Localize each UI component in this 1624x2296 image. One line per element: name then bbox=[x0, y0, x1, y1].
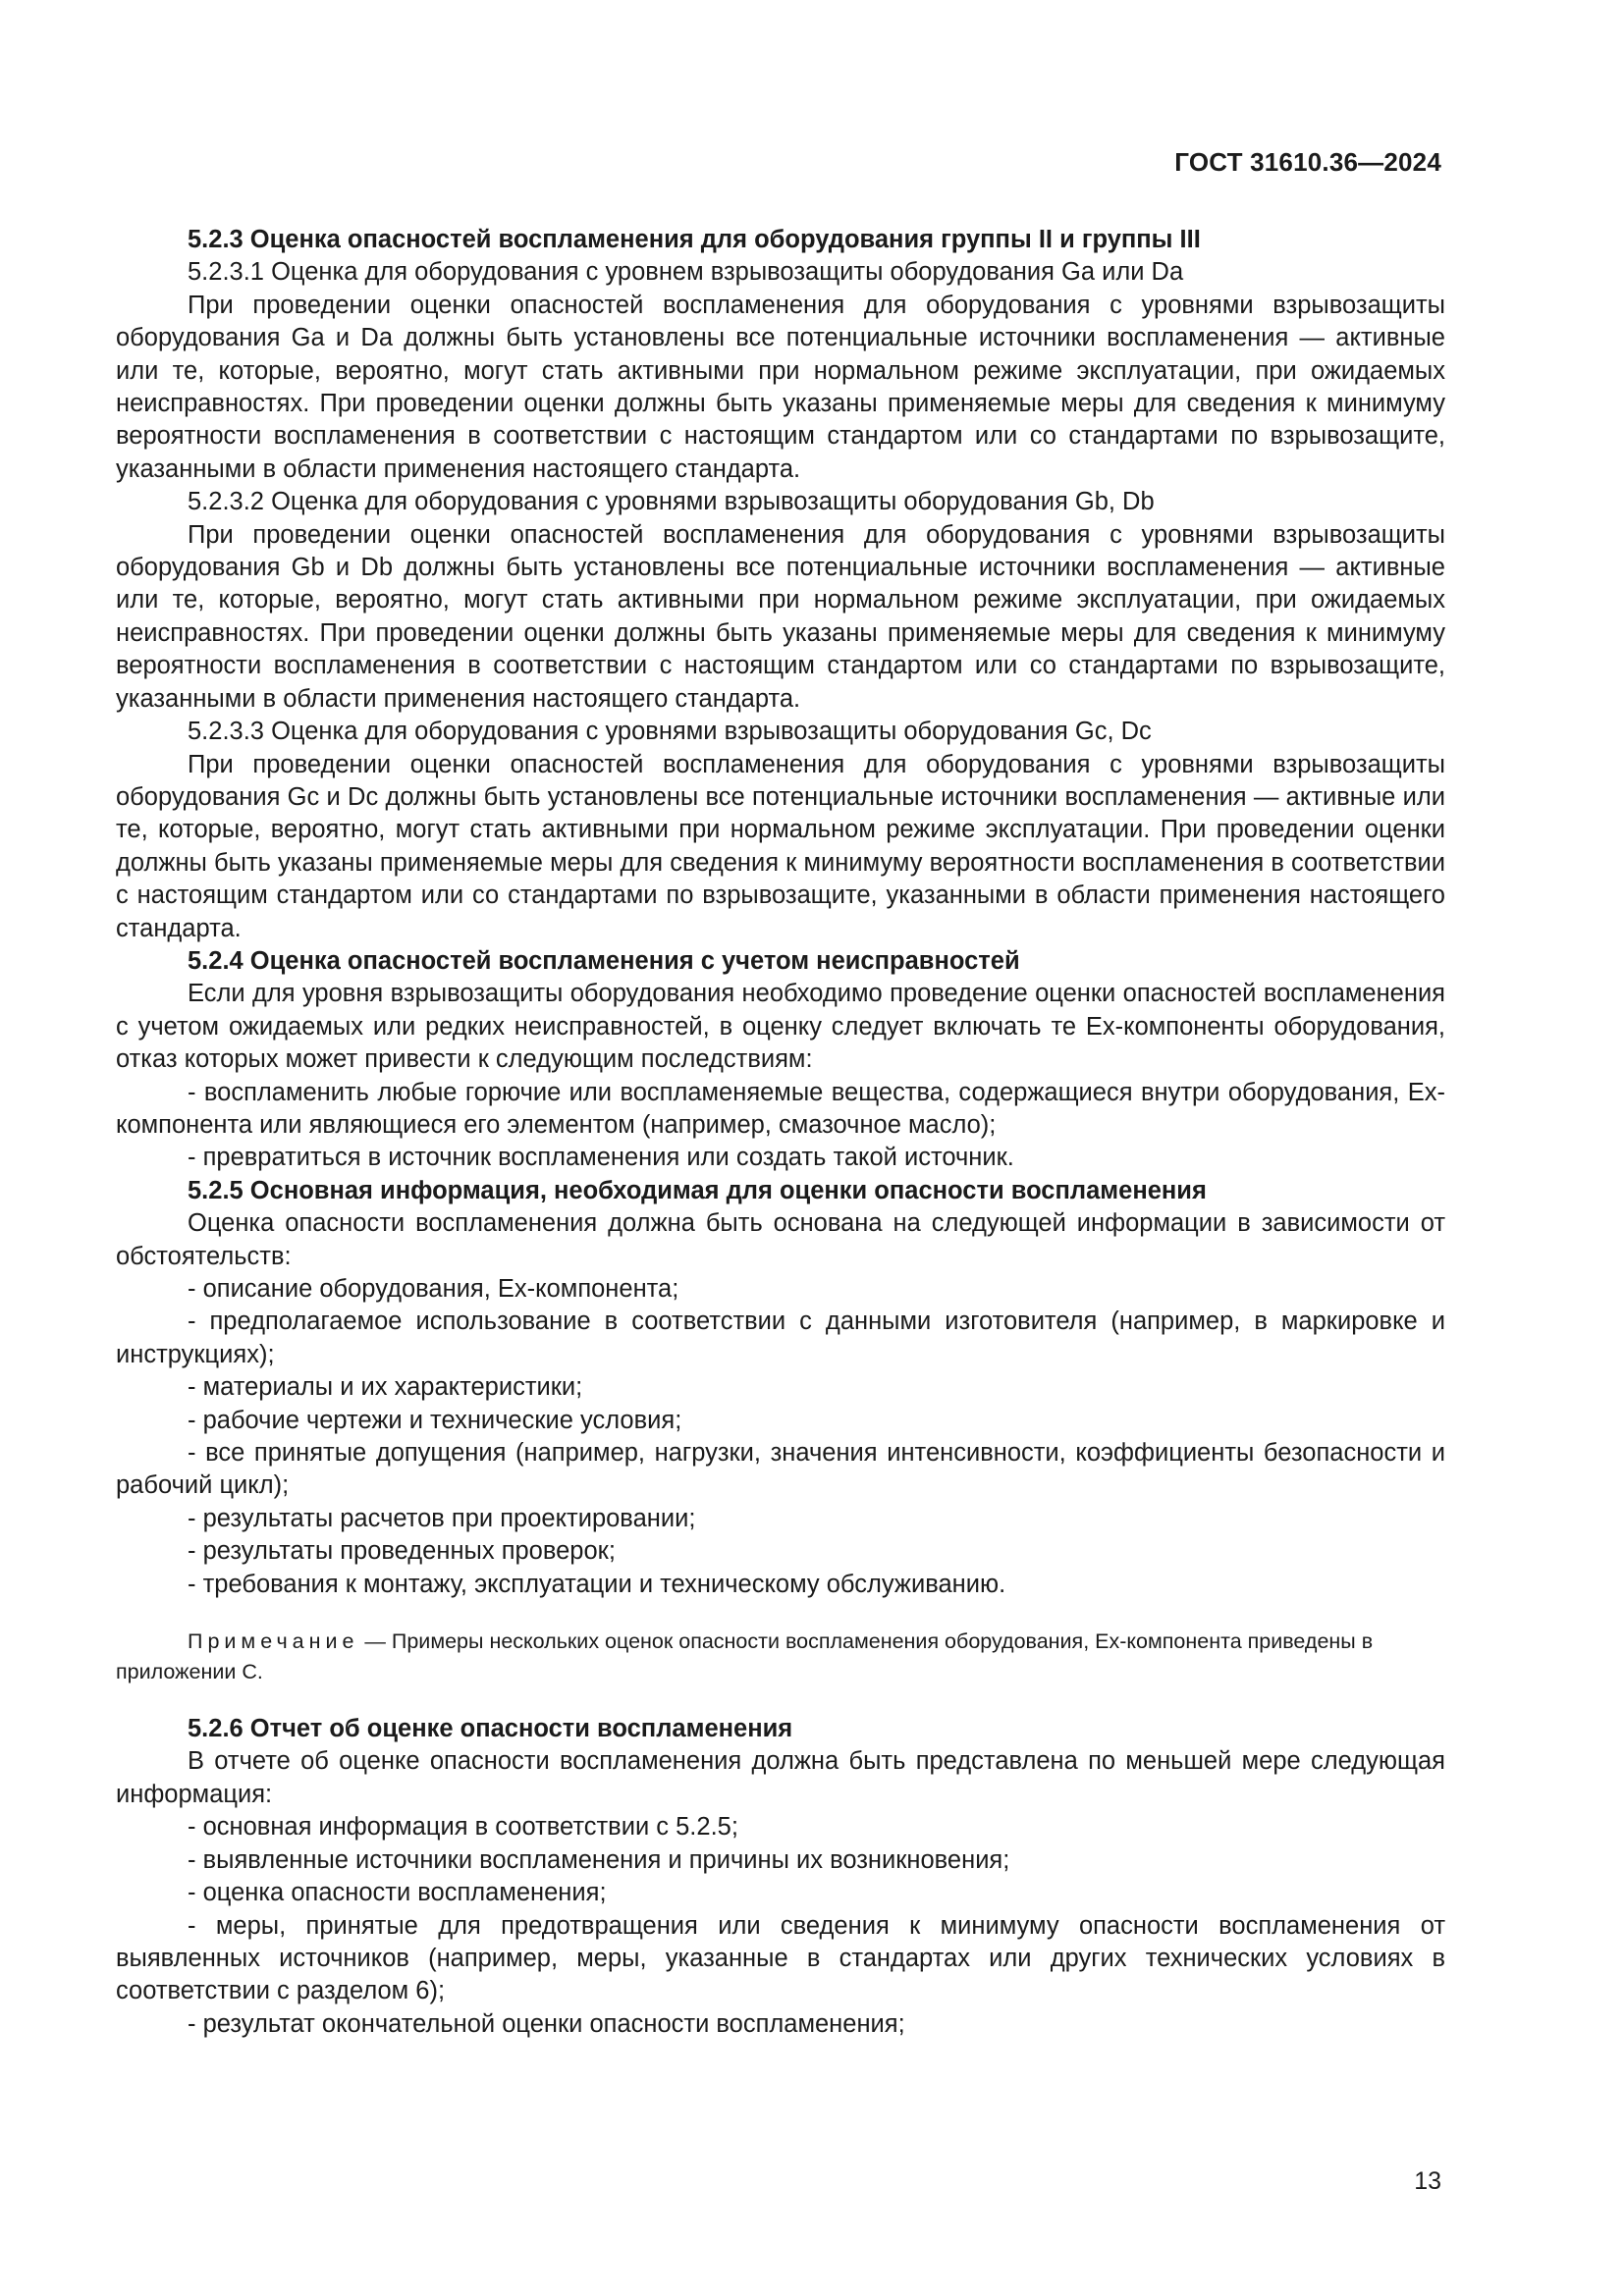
list-item: - описание оборудования, Ex-компонента; bbox=[188, 1275, 679, 1303]
section-5-2-6-paragraph: В отчете об оценке опасности воспламенения должна быть представлена по меньшей мере следующая информация: bbox=[116, 1747, 1445, 1808]
section-5-2-5-paragraph: Оценка опасности воспламенения должна быть основана на следующей информации в зависимости от обстоятельств: bbox=[116, 1209, 1445, 1270]
list-item: - выявленные источники воспламенения и причины их возникновения; bbox=[188, 1845, 1010, 1874]
list-item: - результат окончательной оценки опасности воспламенения; bbox=[188, 2009, 905, 2038]
list-item: - оценка опасности воспламенения; bbox=[188, 1879, 607, 1907]
section-5-2-4-paragraph: Если для уровня взрывозащиты оборудования необходимо проведение оценки опасностей воспламенения с учетом ожидаемых или редких неисправностей, в оценку следует включать те Ex-компоненты оборудования, отказ которых может привести к следующим последствиям: bbox=[116, 980, 1445, 1074]
page-number: 13 bbox=[1414, 2167, 1441, 2195]
section-5-2-3-1-heading: 5.2.3.1 Оценка для оборудования с уровнем взрывозащиты оборудования Ga или Da bbox=[188, 258, 1184, 287]
list-item: - результаты расчетов при проектировании; bbox=[188, 1504, 696, 1532]
section-5-2-4-heading: 5.2.4 Оценка опасностей воспламенения с учетом неисправностей bbox=[188, 946, 1020, 975]
note-text: — Примеры нескольких оценок опасности воспламенения оборудования, Ex-компонента приведены в приложении С. bbox=[116, 1629, 1374, 1684]
section-5-2-6-heading: 5.2.6 Отчет об оценке опасности воспламенения bbox=[188, 1715, 793, 1743]
section-5-2-3-heading: 5.2.3 Оценка опасностей воспламенения для оборудования группы II и группы III bbox=[188, 226, 1201, 253]
list-item: - все принятые допущения (например, нагрузки, значения интенсивности, коэффициенты безопасности и рабочий цикл); bbox=[116, 1439, 1445, 1500]
note-label: Примечание bbox=[188, 1629, 359, 1654]
list-item: - результаты проведенных проверок; bbox=[188, 1537, 616, 1566]
list-item: - рабочие чертежи и технические условия; bbox=[188, 1406, 682, 1434]
list-item: - воспламенить любые горючие или воспламеняемые вещества, содержащиеся внутри оборудования, Ex-компонента или являющиеся его элементом (например, смазочное масло); bbox=[116, 1078, 1445, 1139]
list-item: - предполагаемое использование в соответствии с данными изготовителя (например, в маркировке и инструкциях); bbox=[116, 1308, 1445, 1368]
section-5-2-5-heading: 5.2.5 Основная информация, необходимая для оценки опасности воспламенения bbox=[188, 1176, 1207, 1204]
list-item: - превратиться в источник воспламенения или создать такой источник. bbox=[188, 1144, 1014, 1172]
section-5-2-3-3-paragraph: При проведении оценки опасностей воспламенения для оборудования с уровнями взрывозащиты оборудования Gc и Dc должны быть установлены все потенциальные источники воспламенения — активные или те, которые, вероятно, могут стать активными при нормальном режиме эксплуатации. При проведении оценки должны быть указаны применяемые меры для сведения к минимуму вероятности воспламенения в соответствии с настоящим стандартом или со стандартами по взрывозащите, указанными в области применения настоящего стандарта. bbox=[116, 750, 1445, 942]
list-item: - основная информация в соответствии с 5.2.5; bbox=[188, 1813, 738, 1842]
section-5-2-3-2-paragraph: При проведении оценки опасностей воспламенения для оборудования с уровнями взрывозащиты оборудования Gb и Db должны быть установлены все потенциальные источники воспламенения — активные или те, которые, вероятно, могут стать активными при нормальном режиме эксплуатации, при ожидаемых неисправностях. При проведении оценки должны быть указаны применяемые меры для сведения к минимуму вероятности воспламенения в соответствии с настоящим стандартом или со стандартами по взрывозащите, указанными в области применения настоящего стандарта. bbox=[116, 520, 1445, 713]
section-5-2-3-3-heading: 5.2.3.3 Оценка для оборудования с уровнями взрывозащиты оборудования Gc, Dc bbox=[188, 718, 1152, 746]
document-designation: ГОСТ 31610.36—2024 bbox=[1174, 147, 1441, 177]
list-item: - требования к монтажу, эксплуатации и техническому обслуживанию. bbox=[188, 1570, 1006, 1598]
note bbox=[116, 1627, 1445, 1687]
section-5-2-3-1-paragraph: При проведении оценки опасностей воспламенения для оборудования с уровнями взрывозащиты оборудования Ga и Da должны быть установлены все потенциальные источники воспламенения — активные или те, которые, вероятно, могут стать активными при нормальном режиме эксплуатации, при ожидаемых неисправностях. При проведении оценки должны быть указаны применяемые меры для сведения к минимуму вероятности воспламенения в соответствии с настоящим стандартом или со стандартами по взрывозащите, указанными в области применения настоящего стандарта. bbox=[116, 291, 1445, 483]
section-5-2-3-2-heading: 5.2.3.2 Оценка для оборудования с уровнями взрывозащиты оборудования Gb, Db bbox=[188, 488, 1155, 516]
list-item: - меры, принятые для предотвращения или сведения к минимуму опасности воспламенения от выявленных источников (например, меры, указанные в стандартах или других технических условиях в соответствии с разделом 6); bbox=[116, 1911, 1445, 2005]
document-body bbox=[116, 224, 1445, 2041]
list-item: - материалы и их характеристики; bbox=[188, 1373, 583, 1402]
